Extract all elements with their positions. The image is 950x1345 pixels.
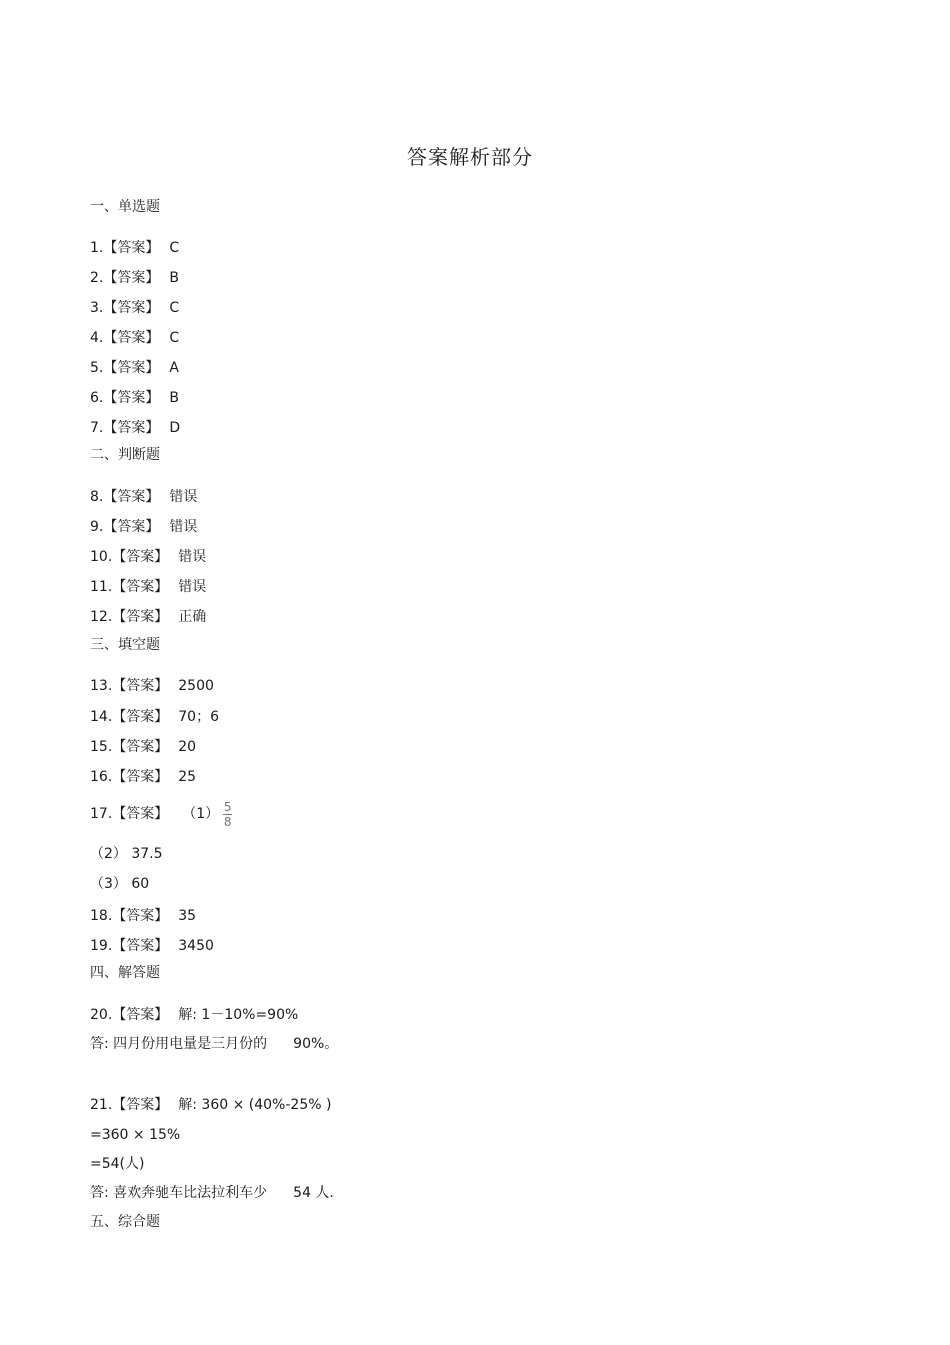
section-heading: 五、综合题 — [90, 1214, 160, 1230]
answer-value: 20 — [178, 739, 197, 755]
answer-line — [90, 329, 179, 347]
section-heading: 三、填空题 — [90, 637, 160, 653]
answer-label: 【答案】 — [103, 390, 160, 406]
answer-line — [90, 937, 214, 955]
answer-value: A — [169, 360, 179, 376]
answer-value: 35 — [178, 908, 197, 924]
answer-label: 【答案】 — [112, 549, 169, 565]
answer-label: 【答案】 — [103, 519, 160, 535]
answer-value: 错误 — [169, 489, 198, 505]
question-number: 18. — [90, 908, 113, 924]
answer-label: 【答案】 — [103, 330, 160, 346]
question-number: 12. — [90, 609, 113, 625]
answer-label: 【答案】 — [112, 1007, 169, 1023]
answer-line — [90, 239, 179, 257]
answer-label: 【答案】 — [112, 609, 169, 625]
calc-step: =360 × 15% — [90, 1127, 181, 1143]
answer-conclusion — [90, 1035, 338, 1053]
answer-line — [90, 419, 180, 437]
answer-line — [90, 708, 219, 726]
section-heading: 一、单选题 — [90, 199, 160, 215]
answer-value: 解: 360 × (40%-25% ) — [178, 1097, 332, 1113]
answer-line — [90, 907, 196, 925]
question-number: 11. — [90, 579, 113, 595]
answer-conclusion — [90, 1184, 334, 1202]
answer-value: C — [169, 330, 180, 346]
answer-label: 【答案】 — [103, 270, 160, 286]
answer-line — [90, 1096, 331, 1114]
answer-line — [90, 578, 206, 596]
question-number: 1. — [90, 240, 104, 256]
answer-label: 【答案】 — [112, 1097, 169, 1113]
question-number: 4. — [90, 330, 104, 346]
conclusion-value: 54 人. — [293, 1185, 334, 1201]
answer-value: 3450 — [178, 938, 214, 954]
fraction — [223, 801, 232, 828]
answer-value: C — [169, 300, 180, 316]
answer-label: 【答案】 — [112, 709, 169, 725]
answer-line — [90, 677, 214, 695]
answer-value: B — [169, 270, 179, 286]
answer-line — [90, 799, 232, 829]
question-number: 5. — [90, 360, 104, 376]
question-number: 14. — [90, 709, 113, 725]
page-title: 答案解析部分 — [407, 145, 533, 169]
question-number: 15. — [90, 739, 113, 755]
answer-line — [90, 518, 197, 536]
answer-line — [90, 1006, 298, 1024]
answer-label: 【答案】 — [112, 908, 169, 924]
question-number: 13. — [90, 678, 113, 694]
answer-line — [90, 768, 196, 786]
answer-value: 2500 — [178, 678, 214, 694]
answer-line — [90, 608, 206, 626]
sub-answer: （3） 60 — [90, 876, 150, 892]
answer-value: C — [169, 240, 180, 256]
answer-label: 【答案】 — [103, 240, 160, 256]
answer-line — [90, 738, 196, 756]
answer-label: 【答案】 — [112, 739, 169, 755]
answer-label: 【答案】 — [112, 806, 169, 822]
answer-value: 解: 1－10%=90% — [178, 1007, 299, 1023]
question-number: 8. — [90, 489, 104, 505]
answer-label: 【答案】 — [103, 300, 160, 316]
answer-line — [90, 269, 179, 287]
answer-line — [90, 548, 206, 566]
answer-value: 25 — [178, 769, 197, 785]
answer-value: 正确 — [178, 609, 207, 625]
fraction-denominator: 8 — [223, 814, 232, 829]
question-number: 19. — [90, 938, 113, 954]
question-number: 17. — [90, 806, 113, 822]
answer-line — [90, 389, 179, 407]
answer-value: （1） — [182, 806, 220, 822]
question-number: 2. — [90, 270, 104, 286]
question-number: 9. — [90, 519, 104, 535]
answer-line — [90, 359, 179, 377]
answer-value: 错误 — [178, 579, 207, 595]
question-number: 6. — [90, 390, 104, 406]
question-number: 3. — [90, 300, 104, 316]
question-number: 16. — [90, 769, 113, 785]
answer-label: 【答案】 — [103, 420, 160, 436]
answer-value: 错误 — [178, 549, 207, 565]
answer-label: 【答案】 — [112, 579, 169, 595]
answer-line — [90, 488, 197, 506]
question-number: 21. — [90, 1097, 113, 1113]
answer-value: 70；6 — [178, 709, 219, 725]
answer-value: 错误 — [169, 519, 198, 535]
conclusion-value: 90%。 — [293, 1036, 339, 1052]
section-heading: 二、判断题 — [90, 447, 160, 463]
calc-step: =54(人) — [90, 1156, 145, 1172]
answer-label: 【答案】 — [103, 360, 160, 376]
answer-label: 【答案】 — [112, 938, 169, 954]
conclusion-text: 答: 喜欢奔驰车比法拉利车少 — [90, 1185, 268, 1201]
answer-value: B — [169, 390, 179, 406]
question-number: 20. — [90, 1007, 113, 1023]
section-heading: 四、解答题 — [90, 965, 160, 981]
answer-label: 【答案】 — [103, 489, 160, 505]
sub-answer: （2） 37.5 — [90, 846, 163, 862]
question-number: 10. — [90, 549, 113, 565]
question-number: 7. — [90, 420, 104, 436]
answer-label: 【答案】 — [112, 678, 169, 694]
answer-line — [90, 299, 179, 317]
answer-value: D — [169, 420, 181, 436]
answer-label: 【答案】 — [112, 769, 169, 785]
conclusion-text: 答: 四月份用电量是三月份的 — [90, 1036, 268, 1052]
fraction-numerator: 5 — [223, 799, 232, 814]
